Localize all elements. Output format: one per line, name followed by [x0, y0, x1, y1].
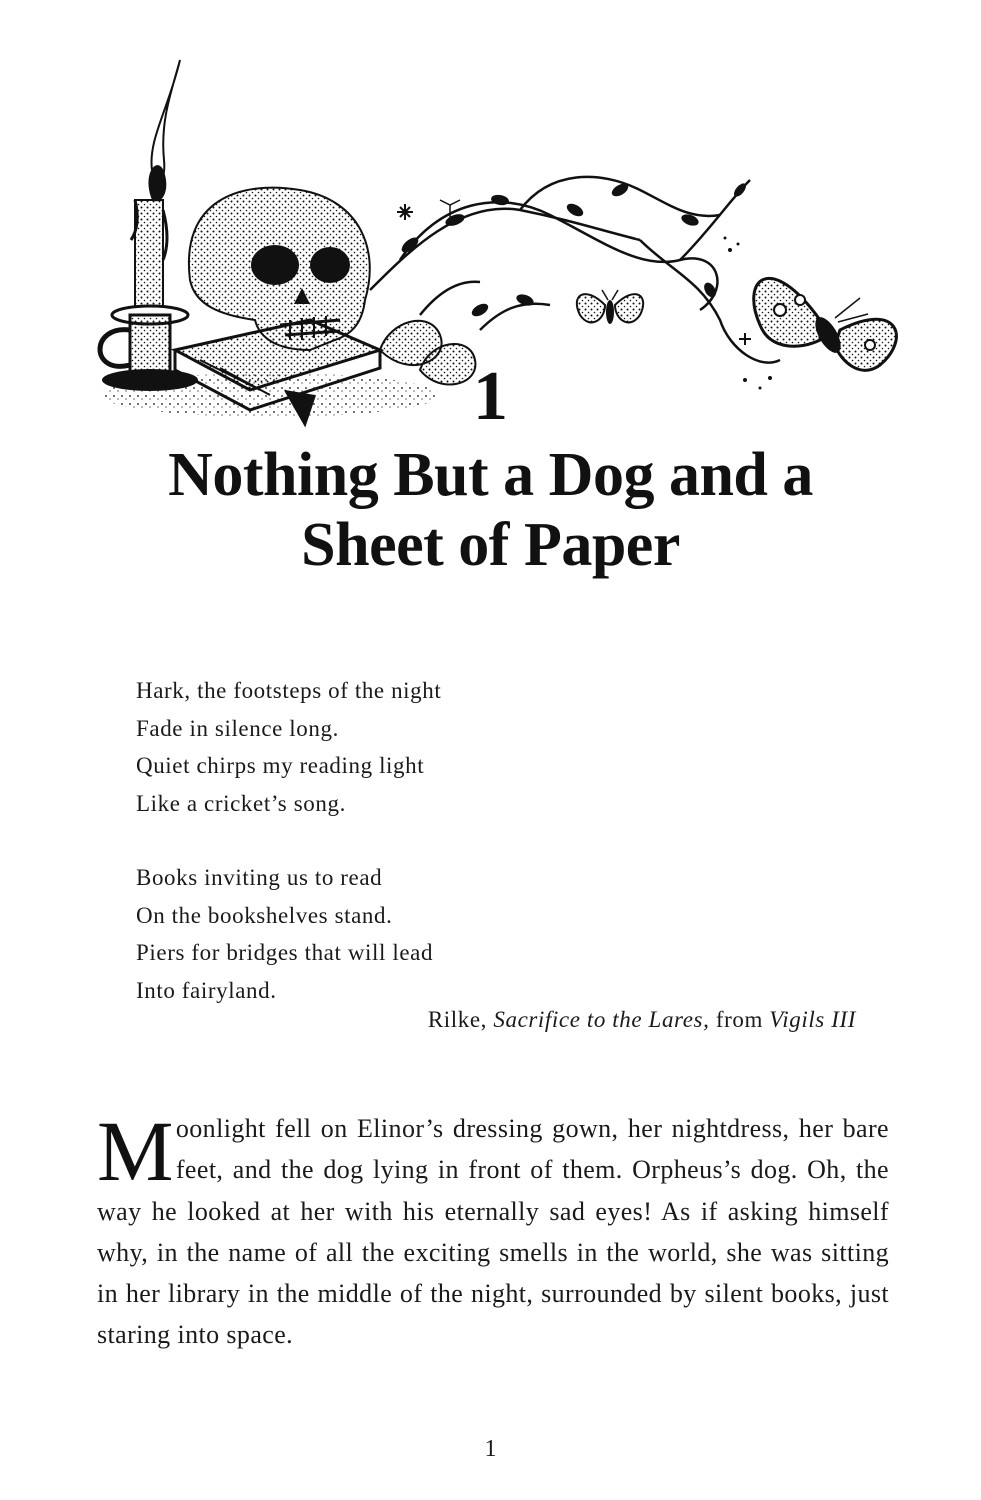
verse-line: Hark, the footsteps of the night — [136, 678, 442, 703]
skull-icon — [189, 188, 370, 350]
chapter-title-line: Nothing But a Dog and a — [168, 441, 813, 509]
butterfly-icon — [754, 278, 897, 370]
chapter-number: 1 — [473, 358, 508, 435]
chapter-title — [60, 440, 921, 580]
body-paragraph — [97, 1103, 889, 1356]
verse-line: On the bookshelves stand. — [136, 902, 393, 928]
verse-line: Books inviting us to read — [136, 865, 383, 890]
attribution-work: Sacrifice to the Lares, — [493, 1007, 710, 1032]
candle-icon — [100, 60, 198, 391]
page-number: 1 — [484, 1436, 497, 1462]
paragraph-text: oonlight fell on Elinor’s dressing gown, her nightdress, her bare feet, and the dog lying in front of them. Orpheus’s dog. Oh, the way he looked at her with his eternally sad eyes! As if asking himself why, in the name of all the exciting smells in the world, she was sitting in her library in the middle of the night, surrounded by silent books, just staring into space. — [97, 1114, 889, 1350]
chapter-title-line: Sheet of Paper — [301, 511, 680, 579]
moth-icon — [577, 290, 643, 324]
attribution-from: from — [715, 1007, 763, 1032]
attribution-source: Vigils III — [769, 1007, 856, 1032]
epigraph-stanza — [136, 859, 856, 1009]
attribution-author: Rilke, — [427, 1007, 488, 1032]
verse-line: Piers for bridges that will lead — [136, 940, 434, 965]
drop-cap: M — [97, 1103, 174, 1199]
verse-line: Fade in silence long. — [136, 715, 339, 741]
epigraph-stanza — [136, 672, 856, 822]
verse-line: Like a cricket’s song. — [136, 790, 346, 816]
epigraph — [136, 672, 856, 1046]
verse-line: Quiet chirps my reading light — [136, 753, 425, 778]
epigraph-attribution — [136, 1007, 856, 1033]
verse-line: Into fairyland. — [136, 977, 277, 1003]
